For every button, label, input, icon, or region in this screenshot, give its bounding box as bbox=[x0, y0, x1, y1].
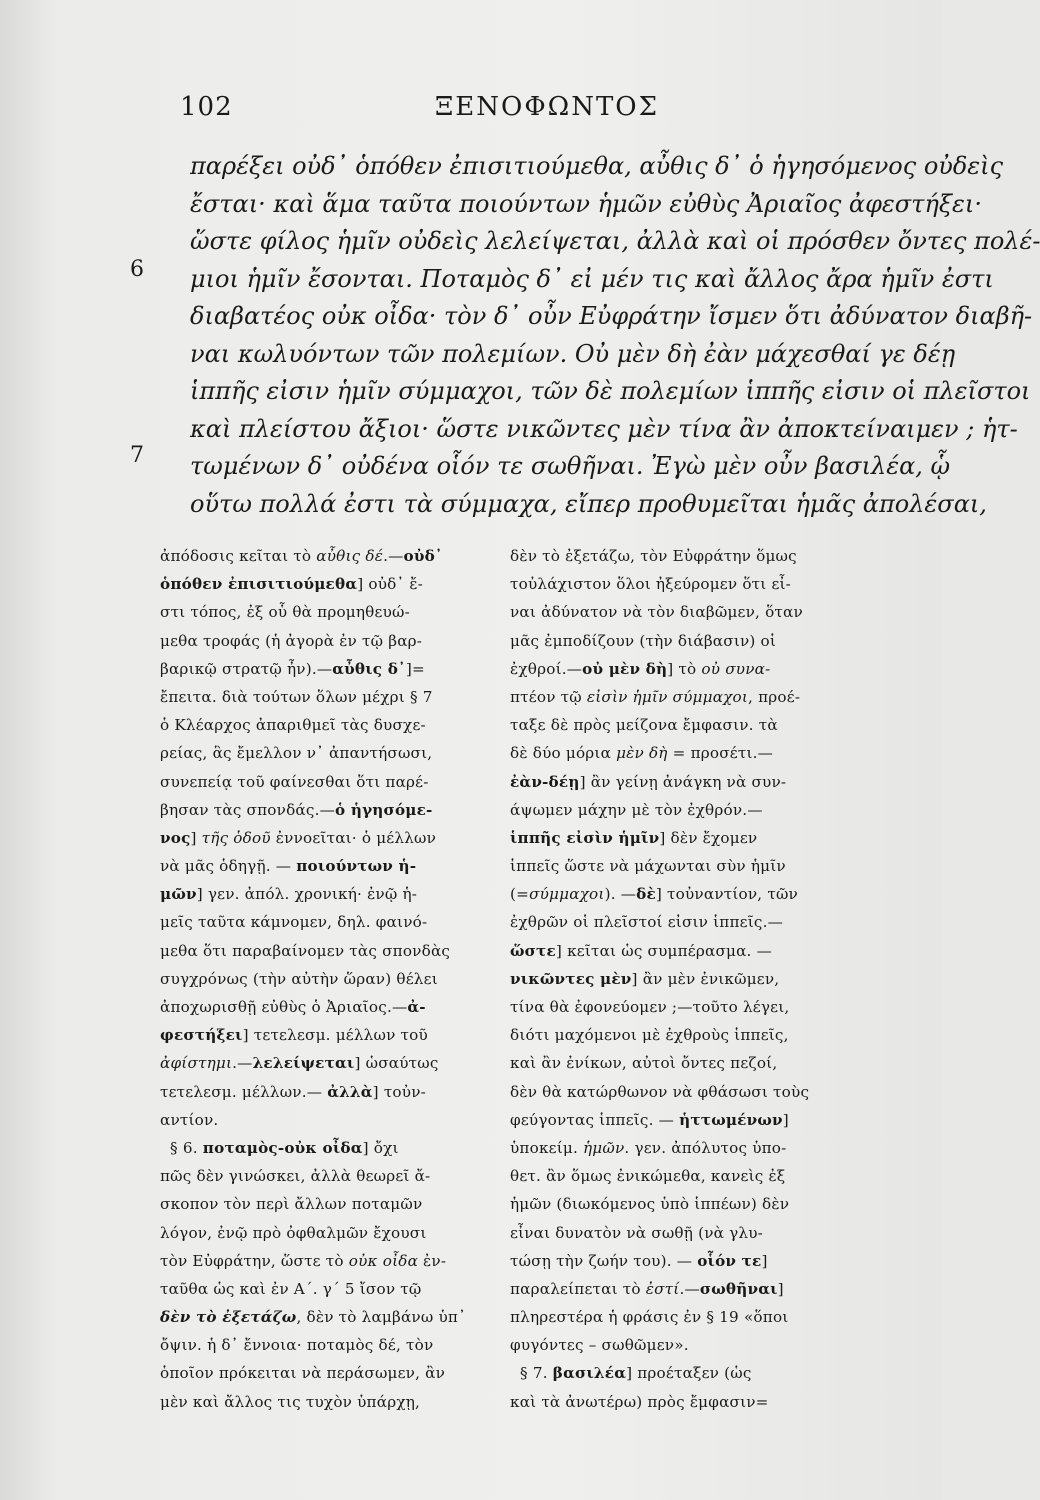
commentary-line: συγχρόνως (τὴν αὐτὴν ὥραν) θέλει bbox=[160, 969, 438, 988]
commentary-line: νικῶντες μὲν] ἂν μὲν ἐνικῶμεν, bbox=[510, 969, 780, 988]
commentary-line: φεστήξει] τετελεσμ. μέλλων τοῦ bbox=[160, 1026, 428, 1045]
text-line: μιοι ἡμῖν ἔσονται. Ποταμὸς δ᾽ εἰ μέν τις καὶ ἄλλος ἄρα ἡμῖν ἐστι bbox=[190, 264, 994, 293]
commentary-line: βαρικῷ στρατῷ ἦν).—αὖθις δ᾽]= bbox=[160, 659, 425, 678]
page-title: ΞΕΝΟΦΩΝΤΟΣ bbox=[435, 92, 660, 122]
commentary-line: μὲν καὶ ἄλλος τις τυχὸν ὑπάρχῃ, bbox=[160, 1392, 421, 1411]
commentary-line: σκοπον τὸν περὶ ἄλλων ποταμῶν bbox=[160, 1195, 423, 1214]
commentary-line: μεθα τροφάς (ἡ ἀγορὰ ἐν τῷ βαρ- bbox=[160, 631, 423, 650]
commentary-line: ὁπόθεν ἐπισιτιούμεθα] οὐδ᾽ ἔ- bbox=[160, 575, 423, 594]
commentary-line: δὲν θὰ κατώρθωνον νὰ φθάσωσι τοὺς bbox=[510, 1082, 810, 1101]
text-line: παρέξει οὐδ᾽ ὁπόθεν ἐπισιτιούμεθα, αὖθις δ᾽ ὁ ἡγησόμενος οὐδεὶς bbox=[190, 152, 1004, 180]
commentary-line: ἐχθρῶν οἱ πλεῖστοί εἰσιν ἱππεῖς.— bbox=[510, 913, 783, 932]
commentary-line: εἶναι δυνατὸν νὰ σωθῇ (νὰ γλυ- bbox=[510, 1223, 764, 1242]
commentary-line: δὲν τὸ ἐξετάζω, δὲν τὸ λαμβάνω ὑπ᾽ bbox=[160, 1308, 466, 1327]
commentary-line: μῶν] γεν. ἀπόλ. χρονική· ἐνῷ ἡ- bbox=[160, 885, 418, 904]
commentary-line: τὸν Εὐφράτην, ὥστε τὸ οὐκ οἶδα ἐν- bbox=[160, 1251, 447, 1270]
commentary-line: νος] τῆς ὁδοῦ ἐννοεῖται· ὁ μέλλων bbox=[160, 828, 437, 847]
running-head bbox=[180, 92, 900, 132]
commentary-line: μεθα ὅτι παραβαίνομεν τὰς σπονδὰς bbox=[160, 941, 451, 960]
commentary-line: ὁποῖον πρόκειται νὰ περάσωμεν, ἂν bbox=[160, 1364, 446, 1383]
commentary-line: στι τόπος, ἐξ οὗ θὰ προμηθευώ- bbox=[160, 603, 410, 622]
commentary-line: καὶ ἂν ἐνίκων, αὐτοὶ ὄντες πεζοί, bbox=[510, 1054, 778, 1073]
commentary-line: ἀφίστημι.—λελείψεται] ὡσαύτως bbox=[160, 1054, 439, 1073]
commentary-right-column bbox=[510, 542, 855, 1416]
commentary-line: ἔπειτα. διὰ τούτων ὅλων μέχρι § 7 bbox=[160, 687, 433, 706]
commentary-line: ἱππεῖς ὥστε νὰ μάχωνται σὺν ἡμῖν bbox=[510, 857, 786, 876]
text-line: ὥστε φίλος ἡμῖν οὐδεὶς λελείψεται, ἀλλὰ καὶ οἱ πρόσθεν ὄντες πολέ- bbox=[190, 227, 1040, 255]
text-line: διαβατέος οὐκ οἶδα· τὸν δ᾽ οὖν Εὐφράτην ἴσμεν ὅτι ἀδύνατον διαβῆ- bbox=[190, 302, 1033, 330]
commentary-line: βησαν τὰς σπονδάς.—ὁ ἡγησόμε- bbox=[160, 800, 433, 819]
commentary-line: πῶς δὲν γινώσκει, ἀλλὰ θεωρεῖ ἄ- bbox=[160, 1167, 431, 1186]
commentary-line: αντίον. bbox=[160, 1110, 219, 1129]
commentary-line: ἀπόδοσις κεῖται τὸ αὖθις δέ.—οὐδ᾽ bbox=[160, 547, 443, 565]
commentary-line: τοὐλάχιστον ὅλοι ἠξεύρομεν ὅτι εἶ- bbox=[510, 575, 792, 594]
commentary-line: ὑποκείμ. ἡμῶν. γεν. ἀπόλυτος ὑπο- bbox=[510, 1138, 787, 1157]
commentary-line: § 6. ποταμὸς-οὐκ οἶδα] ὄχι bbox=[160, 1138, 399, 1157]
section-number-6: 6 bbox=[130, 257, 144, 282]
commentary-line: ὄψιν. ἡ δ᾽ ἔννοια· ποταμὸς δέ, τὸν bbox=[160, 1336, 434, 1355]
commentary-line: ναι ἀδύνατον νὰ τὸν διαβῶμεν, ὅταν bbox=[510, 603, 803, 622]
commentary-line: μᾶς ἐμποδίζουν (τὴν διάβασιν) οἱ bbox=[510, 631, 777, 650]
text-line: ἔσται· καὶ ἅμα ταῦτα ποιούντων ἡμῶν εὐθὺς Ἀριαῖος ἀφεστήξει· bbox=[190, 189, 982, 218]
commentary-line: ταξε δὲ πρὸς μείζονα ἔμφασιν. τὰ bbox=[510, 716, 778, 735]
commentary-left-column bbox=[160, 542, 505, 1416]
text-line: καὶ πλείστου ἄξιοι· ὥστε νικῶντες μὲν τίνα ἂν ἀποκτείναιμεν ; ἡτ- bbox=[190, 414, 1018, 443]
commentary-line: ρείας, ἃς ἔμελλον ν᾽ ἀπαντήσωσι, bbox=[160, 744, 433, 763]
commentary-line: (=σύμμαχοι). —δὲ] τοὐναντίον, τῶν bbox=[510, 885, 798, 904]
text-line: οὕτω πολλά ἐστι τὰ σύμμαχα, εἴπερ προθυμεῖται ἡμᾶς ἀπολέσαι, bbox=[190, 489, 987, 518]
commentary-line: συνεπείᾳ τοῦ φαίνεσθαι ὅτι παρέ- bbox=[160, 772, 429, 791]
commentary-line: πληρεστέρα ἡ φράσις ἐν § 19 «ὅποι bbox=[510, 1308, 789, 1327]
commentary-line: θετ. ἂν ὅμως ἐνικώμεθα, κανεὶς ἐξ bbox=[510, 1167, 786, 1186]
commentary-line: ἐὰν-δέῃ] ἂν γείνῃ ἀνάγκη νὰ συν- bbox=[510, 772, 787, 791]
commentary-line: μεῖς ταῦτα κάμνομεν, δηλ. φαινό- bbox=[160, 913, 428, 932]
page-number: 102 bbox=[180, 92, 233, 122]
commentary-line: δὲν τὸ ἐξετάζω, τὸν Εὐφράτην ὅμως bbox=[510, 547, 797, 565]
commentary-line: άψωμεν μάχην μὲ τὸν ἐχθρόν.— bbox=[510, 800, 763, 819]
commentary-line: φυγόντες – σωθῶμεν». bbox=[510, 1336, 689, 1355]
commentary-line: διότι μαχόμενοι μὲ ἐχθροὺς ἱππεῖς, bbox=[510, 1026, 789, 1045]
commentary-line: ἐχθροί.—οὐ μὲν δὴ] τὸ οὐ συνα- bbox=[510, 659, 771, 678]
text-line: ναι κωλυόντων τῶν πολεμίων. Οὐ μὲν δὴ ἐὰν μάχεσθαί γε δέῃ bbox=[190, 339, 956, 368]
commentary-line: τετελεσμ. μέλλων.— ἀλλὰ] τοὐν- bbox=[160, 1082, 426, 1101]
main-text bbox=[190, 148, 1040, 523]
commentary-line: παραλείπεται τὸ ἐστί.—σωθῆναι] bbox=[510, 1279, 784, 1298]
commentary-line: ὁ Κλέαρχος ἀπαριθμεῖ τὰς δυσχε- bbox=[160, 716, 426, 735]
commentary-line: ὥστε] κεῖται ὡς συμπέρασμα. — bbox=[510, 941, 772, 960]
commentary-line: τώσῃ τὴν ζωήν του). — οἷόν τε] bbox=[510, 1251, 768, 1270]
commentary-line: δὲ δύο μόρια μὲν δὴ = προσέτι.— bbox=[510, 744, 774, 763]
commentary-line: καὶ τὰ ἀνωτέρω) πρὸς ἔμφασιν= bbox=[510, 1392, 769, 1411]
commentary-line: ἡμῶν (διωκόμενος ὑπὸ ἱππέων) δὲν bbox=[510, 1195, 790, 1214]
commentary-line: λόγον, ἐνῷ πρὸ ὀφθαλμῶν ἔχουσι bbox=[160, 1223, 427, 1242]
commentary-line: τίνα θὰ ἐφονεύομεν ;—τοῦτο λέγει, bbox=[510, 998, 790, 1016]
commentary-line: πτέον τῷ εἰσὶν ἡμῖν σύμμαχοι, προέ- bbox=[510, 687, 801, 706]
commentary-line: § 7. βασιλέα] προέταξεν (ὡς bbox=[510, 1364, 752, 1383]
text-line: ἱππῆς εἰσιν ἡμῖν σύμμαχοι, τῶν δὲ πολεμίων ἱππῆς εἰσιν οἱ πλεῖστοι bbox=[190, 377, 1031, 405]
commentary-line: νὰ μᾶς ὁδηγῇ. — ποιούντων ἡ- bbox=[160, 857, 417, 876]
commentary-line: ἀποχωρισθῇ εὐθὺς ὁ Ἀριαῖος.—ἀ- bbox=[160, 998, 426, 1016]
commentary-line: φεύγοντας ἱππεῖς. — ἡττωμένων] bbox=[510, 1110, 789, 1129]
commentary-line: ἱππῆς εἰσὶν ἡμῖν] δὲν ἔχομεν bbox=[510, 828, 758, 847]
commentary-line: ταῦθα ὡς καὶ ἐν Α΄. γ΄ 5 ἴσον τῷ bbox=[160, 1279, 422, 1298]
text-line: τωμένων δ᾽ οὐδένα οἷόν τε σωθῆναι. Ἐγὼ μὲν οὖν βασιλέα, ᾧ bbox=[190, 452, 951, 480]
section-number-7: 7 bbox=[130, 443, 144, 468]
